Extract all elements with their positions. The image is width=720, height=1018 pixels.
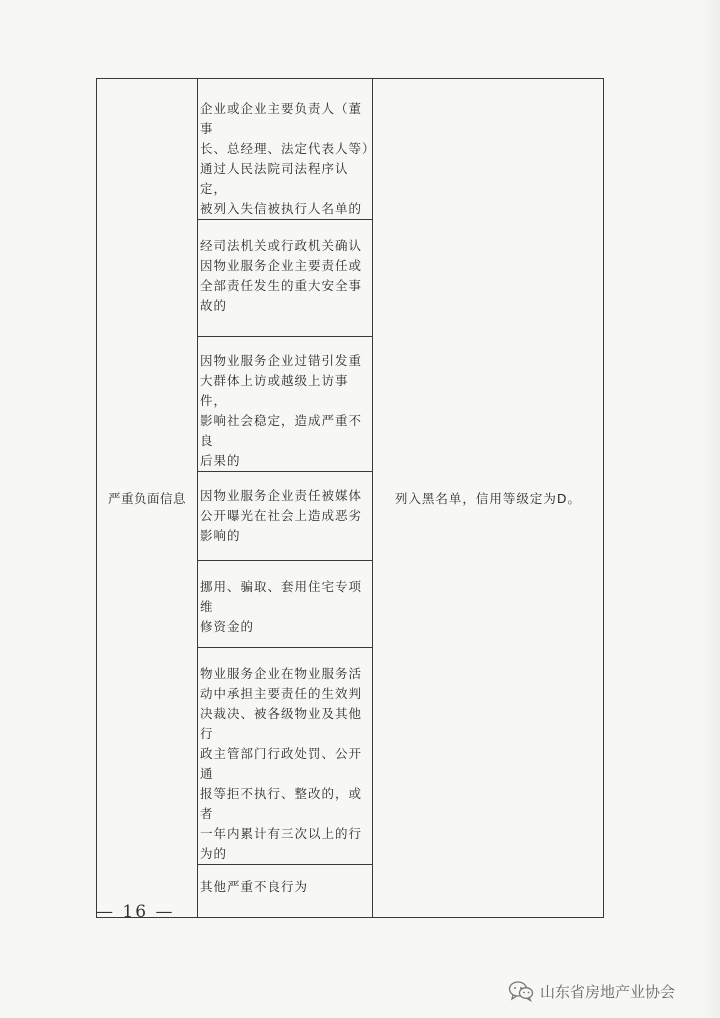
item-line: 修资金的 <box>200 619 255 634</box>
item-line: 因物业服务企业主要责任或 <box>200 258 363 273</box>
result-label: 列入黑名单，信用等级定为D。 <box>394 491 582 506</box>
category-cell <box>97 79 198 918</box>
item-line: 大群体上访或越级上访事件， <box>200 373 349 408</box>
item-cell <box>198 561 373 648</box>
item-cell <box>198 865 373 918</box>
item-line: 因物业服务企业责任被媒体 <box>200 488 363 503</box>
item-line: 长、总经理、法定代表人等） <box>200 141 376 156</box>
item-line: 决裁决、被各级物业及其他行 <box>200 706 363 741</box>
item-line: 挪用、骗取、套用住宅专项维 <box>200 579 363 614</box>
item-line: 被列入失信被执行人名单的 <box>200 201 363 216</box>
item-line: 报等拒不执行、整改的，或者 <box>200 786 363 821</box>
item-line: 故的 <box>200 298 228 313</box>
item-line: 经司法机关或行政机关确认 <box>200 238 363 253</box>
item-line: 因物业服务企业过错引发重 <box>200 353 363 368</box>
item-line: 一年内累计有三次以上的行 <box>200 826 363 841</box>
item-line: 政主管部门行政处罚、公开通 <box>200 746 363 781</box>
item-line: 影响社会稳定，造成严重不良 <box>200 413 363 448</box>
category-label: 严重负面信息 <box>107 491 186 506</box>
item-line: 影响的 <box>200 528 241 543</box>
credit-rating-table <box>96 78 604 918</box>
watermark <box>508 978 675 1004</box>
item-cell <box>198 648 373 865</box>
item-line: 后果的 <box>200 453 241 468</box>
result-cell <box>373 79 604 918</box>
table-row <box>97 79 604 220</box>
item-cell <box>198 79 376 220</box>
item-line: 公开曝光在社会上造成恶劣 <box>200 508 363 523</box>
page-edge-shadow <box>702 0 720 1018</box>
item-line: 企业或企业主要负责人（董事 <box>200 101 363 136</box>
item-line: 为的 <box>200 846 228 861</box>
watermark-text: 山东省房地产业协会 <box>540 982 676 1001</box>
item-line: 全部责任发生的重大安全事 <box>200 278 363 293</box>
item-line: 动中承担主要责任的生效判 <box>200 686 363 701</box>
page-number: — 16 — <box>96 902 175 922</box>
item-line: 物业服务企业在物业服务活 <box>200 666 363 681</box>
wechat-icon <box>508 980 534 1002</box>
item-line: 其他严重不良行为 <box>200 879 309 894</box>
item-line: 通过人民法院司法程序认定， <box>200 161 349 196</box>
item-cell <box>198 337 373 472</box>
item-cell <box>198 220 373 337</box>
item-cell <box>198 472 373 561</box>
credit-table-container <box>96 78 604 894</box>
